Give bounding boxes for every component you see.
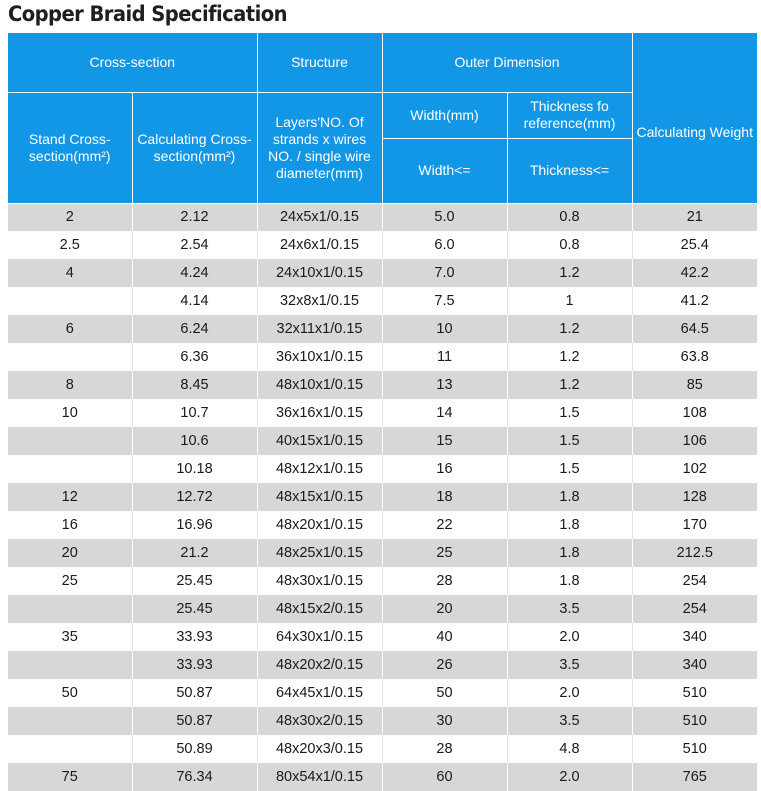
cell-stand-cross-section [8,427,132,455]
cell-structure: 32x11x1/0.15 [257,315,382,343]
cell-calculating-weight: 102 [632,455,757,483]
cell-stand-cross-section [8,735,132,763]
cell-calculating-cross-section: 2.12 [132,203,257,231]
cell-stand-cross-section [8,651,132,679]
table-row [8,679,757,707]
page-title: Copper Braid Specification [8,2,287,26]
cell-width: 7.0 [382,259,507,287]
cell-width: 40 [382,623,507,651]
cell-stand-cross-section: 75 [8,763,132,791]
cell-calculating-cross-section: 2.54 [132,231,257,259]
cell-stand-cross-section: 50 [8,679,132,707]
cell-thickness: 4.8 [507,735,632,763]
cell-calculating-weight: 108 [632,399,757,427]
cell-thickness: 3.5 [507,595,632,623]
cell-calculating-cross-section: 33.93 [132,651,257,679]
cell-thickness: 1.5 [507,399,632,427]
table-row [8,455,757,483]
cell-structure: 80x54x1/0.15 [257,763,382,791]
cell-width: 7.5 [382,287,507,315]
cell-width: 30 [382,707,507,735]
cell-width: 25 [382,539,507,567]
cell-calculating-cross-section: 16.96 [132,511,257,539]
cell-thickness: 3.5 [507,707,632,735]
cell-width: 26 [382,651,507,679]
table-body [8,203,757,791]
cell-stand-cross-section: 12 [8,483,132,511]
cell-calculating-weight: 212.5 [632,539,757,567]
table-row [8,735,757,763]
cell-width: 50 [382,679,507,707]
cell-stand-cross-section: 10 [8,399,132,427]
cell-calculating-cross-section: 50.87 [132,679,257,707]
cell-calculating-weight: 340 [632,651,757,679]
cell-thickness: 0.8 [507,203,632,231]
table-row [8,231,757,259]
cell-width: 28 [382,735,507,763]
cell-thickness: 1.8 [507,539,632,567]
table-row [8,427,757,455]
table-row [8,707,757,735]
table-row [8,259,757,287]
cell-structure: 24x6x1/0.15 [257,231,382,259]
table-row [8,595,757,623]
cell-calculating-cross-section: 8.45 [132,371,257,399]
table-row [8,287,757,315]
header-width-max: Width<= [382,138,507,203]
cell-calculating-weight: 765 [632,763,757,791]
cell-thickness: 1.2 [507,343,632,371]
table-header [8,33,757,203]
cell-calculating-cross-section: 50.89 [132,735,257,763]
cell-stand-cross-section: 8 [8,371,132,399]
cell-calculating-weight: 254 [632,595,757,623]
header-structure-detail: Layers'NO. Of strands x wires NO. / single wire diameter(mm) [257,92,382,203]
cell-calculating-cross-section: 10.7 [132,399,257,427]
cell-calculating-weight: 21 [632,203,757,231]
cell-width: 13 [382,371,507,399]
cell-structure: 48x15x2/0.15 [257,595,382,623]
cell-structure: 40x15x1/0.15 [257,427,382,455]
cell-calculating-weight: 340 [632,623,757,651]
cell-thickness: 0.8 [507,231,632,259]
table-row [8,315,757,343]
table-row [8,511,757,539]
cell-calculating-weight: 254 [632,567,757,595]
cell-stand-cross-section [8,343,132,371]
cell-calculating-cross-section: 21.2 [132,539,257,567]
cell-thickness: 2.0 [507,623,632,651]
header-outer-dimension: Outer Dimension [382,33,632,92]
cell-thickness: 1.5 [507,427,632,455]
table-row [8,567,757,595]
header-cross-section: Cross-section [8,33,257,92]
cell-calculating-weight: 170 [632,511,757,539]
cell-stand-cross-section: 6 [8,315,132,343]
cell-structure: 48x12x1/0.15 [257,455,382,483]
table-row [8,399,757,427]
cell-width: 15 [382,427,507,455]
cell-calculating-cross-section: 6.36 [132,343,257,371]
cell-stand-cross-section: 2.5 [8,231,132,259]
cell-stand-cross-section: 16 [8,511,132,539]
cell-thickness: 2.0 [507,763,632,791]
cell-structure: 36x10x1/0.15 [257,343,382,371]
cell-structure: 48x10x1/0.15 [257,371,382,399]
cell-calculating-cross-section: 76.34 [132,763,257,791]
cell-width: 16 [382,455,507,483]
header-calculating-weight: Calculating Weight [632,33,757,203]
cell-calculating-weight: 106 [632,427,757,455]
cell-width: 10 [382,315,507,343]
cell-calculating-cross-section: 10.18 [132,455,257,483]
cell-thickness: 1.8 [507,483,632,511]
cell-calculating-cross-section: 4.14 [132,287,257,315]
cell-thickness: 1.2 [507,371,632,399]
spec-table [8,33,757,791]
table-row [8,343,757,371]
cell-width: 5.0 [382,203,507,231]
cell-structure: 64x30x1/0.15 [257,623,382,651]
cell-stand-cross-section [8,287,132,315]
cell-width: 22 [382,511,507,539]
header-calculating-cross-section: Calculating Cross-section(mm²) [132,92,257,203]
cell-calculating-weight: 25.4 [632,231,757,259]
cell-calculating-cross-section: 50.87 [132,707,257,735]
cell-width: 18 [382,483,507,511]
table-row [8,483,757,511]
cell-calculating-cross-section: 4.24 [132,259,257,287]
cell-structure: 64x45x1/0.15 [257,679,382,707]
cell-calculating-weight: 42.2 [632,259,757,287]
table-row [8,539,757,567]
cell-calculating-cross-section: 6.24 [132,315,257,343]
cell-thickness: 2.0 [507,679,632,707]
cell-stand-cross-section [8,595,132,623]
cell-thickness: 1.2 [507,259,632,287]
cell-stand-cross-section: 25 [8,567,132,595]
cell-calculating-weight: 510 [632,679,757,707]
cell-width: 14 [382,399,507,427]
header-width: Width(mm) [382,92,507,138]
cell-structure: 48x25x1/0.15 [257,539,382,567]
cell-width: 60 [382,763,507,791]
cell-thickness: 1 [507,287,632,315]
cell-calculating-weight: 63.8 [632,343,757,371]
cell-calculating-cross-section: 25.45 [132,595,257,623]
cell-calculating-weight: 510 [632,735,757,763]
cell-width: 6.0 [382,231,507,259]
cell-calculating-cross-section: 25.45 [132,567,257,595]
table-row [8,651,757,679]
cell-structure: 48x30x1/0.15 [257,567,382,595]
cell-structure: 48x20x1/0.15 [257,511,382,539]
table-row [8,623,757,651]
cell-thickness: 1.8 [507,511,632,539]
cell-thickness: 1.5 [507,455,632,483]
cell-stand-cross-section: 4 [8,259,132,287]
cell-stand-cross-section [8,455,132,483]
cell-width: 11 [382,343,507,371]
table-row [8,763,757,791]
cell-stand-cross-section [8,707,132,735]
cell-calculating-cross-section: 12.72 [132,483,257,511]
cell-stand-cross-section: 20 [8,539,132,567]
cell-calculating-weight: 64.5 [632,315,757,343]
cell-calculating-weight: 41.2 [632,287,757,315]
cell-structure: 24x10x1/0.15 [257,259,382,287]
cell-structure: 48x20x3/0.15 [257,735,382,763]
cell-calculating-cross-section: 33.93 [132,623,257,651]
cell-calculating-weight: 85 [632,371,757,399]
cell-calculating-weight: 128 [632,483,757,511]
header-stand-cross-section: Stand Cross-section(mm²) [8,92,132,203]
header-thickness-max: Thickness<= [507,138,632,203]
cell-width: 28 [382,567,507,595]
cell-thickness: 3.5 [507,651,632,679]
cell-structure: 32x8x1/0.15 [257,287,382,315]
header-structure: Structure [257,33,382,92]
cell-structure: 48x20x2/0.15 [257,651,382,679]
cell-thickness: 1.2 [507,315,632,343]
cell-calculating-weight: 510 [632,707,757,735]
cell-thickness: 1.8 [507,567,632,595]
cell-calculating-cross-section: 10.6 [132,427,257,455]
table-row [8,203,757,231]
cell-stand-cross-section: 2 [8,203,132,231]
table-row [8,371,757,399]
cell-stand-cross-section: 35 [8,623,132,651]
cell-structure: 48x30x2/0.15 [257,707,382,735]
cell-structure: 24x5x1/0.15 [257,203,382,231]
cell-structure: 36x16x1/0.15 [257,399,382,427]
header-thickness-ref: Thickness fo reference(mm) [507,92,632,138]
cell-width: 20 [382,595,507,623]
cell-structure: 48x15x1/0.15 [257,483,382,511]
